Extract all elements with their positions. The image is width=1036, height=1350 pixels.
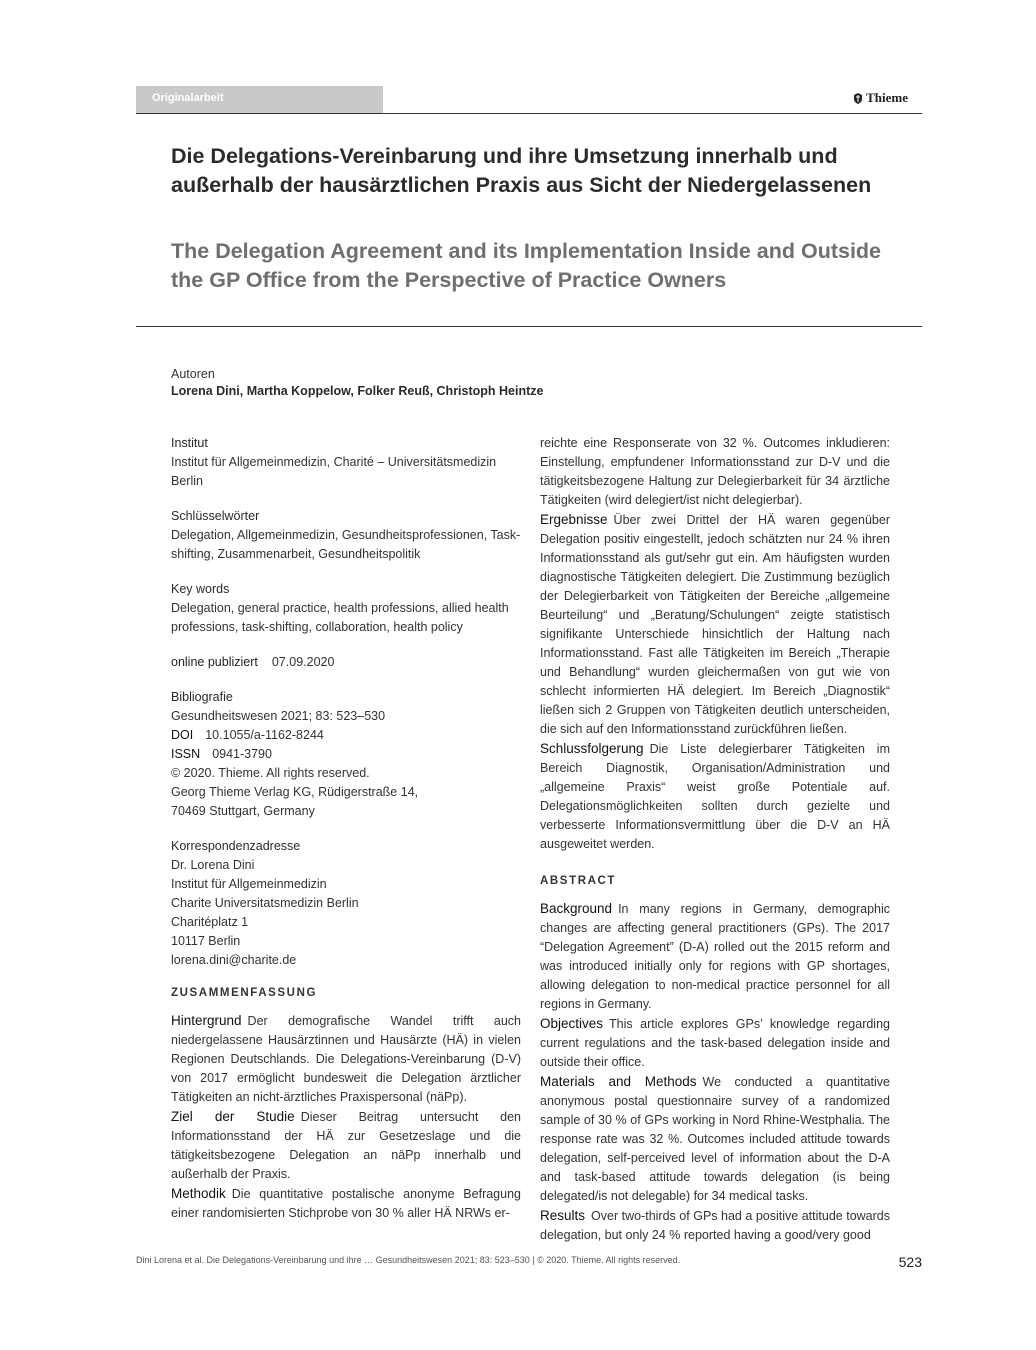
materials-heading: Materials and Methods [540,1074,697,1089]
online-published [171,653,521,672]
correspondence-block [171,837,521,970]
zusammenfassung-heading: ZUSAMMENFASSUNG [171,987,318,999]
schluss-text: Die Liste delegierbarer Tätigkeiten im Bereich Diagnostik, Organisation/Administration und „allgemeine Praxis“ weist große Potentiale auf. Delegationsmöglichkeiten sollten durch gezielte und verbesserte Informationsvermittlung über die D-V an HÄ ausgeweitet werden. [540,742,890,851]
keywords-text: Delegation, general practice, health professions, allied health professions, task-shifting, collaboration, health policy [171,601,509,634]
corr-name: Dr. Lorena Dini [171,858,255,872]
schluss-heading: Schlussfolgerung [540,741,644,756]
institut-label: Institut [171,436,208,450]
ergebnisse-heading: Ergebnisse [540,512,608,527]
corr-street: Charitéplatz 1 [171,915,249,929]
background-paragraph [540,899,890,1014]
footer-citation: Dini Lorena et al. Die Delegations-Vereinbarung und ihre … Gesundheitswesen 2021; 83: 523–530 | © 2020. Thieme. All rights reserved. [136,1255,681,1265]
title-german: Die Delegations-Vereinbarung und ihre Umsetzung innerhalb und außerhalb der hausärztlichen Praxis aus Sicht der Niedergelassenen [171,144,872,197]
hintergrund-text: Der demografische Wandel trifft auch niedergelassene Hausärztinnen und Hausärzte (HÄ) in vielen Regionen Deutschlands. Die Delegations-Vereinbarung (D-V) von 2017 ermöglicht bundesweit die Delegation ärztlicher Tätigkeiten an nicht-ärztliches Praxispersonal (näPp). [171,1014,521,1104]
doi-label: DOI [171,728,194,742]
title-english: The Delegation Agreement and its Implementation Inside and Outside the GP Office from the Perspective of Practice Owners [171,239,882,292]
objectives-text: This article explores GPs’ knowledge regarding current regulations and the task-based delegation inside and outside their office. [540,1017,890,1069]
hintergrund-heading: Hintergrund [171,1013,242,1028]
right-column [540,434,890,1245]
ziel-paragraph [171,1107,521,1184]
authors-label: Autoren [171,367,215,381]
bibliografie-block [171,688,521,821]
publisher-name: Thieme [866,90,908,105]
materials-text: We conducted a quantitative anonymous postal questionnaire survey of a randomized sample of 30 % of GPs working in Nord Rhine-Westphalia. The response rate was 32 %. Outcomes included attitude towards delegation, self-perceived level of information about the D-A and task-based attitude towards delegation (is being delegated/is not delegable) for 34 medical tasks. [540,1075,891,1203]
online-date: 07.09.2020 [271,655,335,669]
issn-value: 0941-3790 [212,747,272,761]
publisher-address-2: 70469 Stuttgart, Germany [171,804,315,818]
page-number: 523 [898,1254,922,1270]
corr-university: Charite Universitatsmedizin Berlin [171,896,359,910]
title-rule [136,326,922,327]
thieme-emblem-icon [853,93,863,104]
results-paragraph [540,1206,890,1245]
background-heading: Background [540,901,613,916]
background-text: In many regions in Germany, demographic changes are affecting general practitioners (GPs). The 2017 “Delegation Agreement” (D-A) rolled out the 2015 reform and was introduced initially only for regions with GP shortages, allowing delegation to non-medical practice personnel for all regions in Germany. [540,902,890,1011]
methodik-text: Die quantitative postalische anonyme Befragung einer randomisierten Stichprobe von 30 % aller HÄ NRWs er- [171,1187,521,1220]
results-heading: Results [540,1208,586,1223]
corr-email-link[interactable]: lorena.dini@charite.de [171,953,297,967]
section-tab-label: Originalarbeit [152,92,224,104]
methodik-paragraph [171,1184,521,1223]
doi-value[interactable]: 10.1055/a-1162-8244 [205,728,324,742]
header-rule [136,113,922,114]
schlusselworter-label: Schlüsselwörter [171,509,260,523]
objectives-paragraph [540,1014,890,1072]
left-column [171,434,521,1223]
objectives-heading: Objectives [540,1016,604,1031]
ziel-heading: Ziel der Studie [171,1109,295,1124]
bibliografie-label: Bibliografie [171,690,233,704]
ziel-text: Dieser Beitrag untersucht den Informationsstand der HÄ zur Gesetzeslage und die tätigkeitsbezogene Delegation an näPp innerhalb und außerhalb der Praxis. [171,1110,522,1181]
online-label: online publiziert [171,655,258,669]
corr-institute: Institut für Allgemeinmedizin [171,877,327,891]
issn-line [171,745,521,764]
schlusselworter-block [171,507,521,564]
keywords-block [171,580,521,637]
doi-line [171,726,521,745]
journal-citation: Gesundheitswesen 2021; 83: 523–530 [171,709,386,723]
institut-block [171,434,521,491]
schluss-paragraph [540,739,890,854]
methodik-heading: Methodik [171,1186,226,1201]
materials-paragraph [540,1072,890,1206]
publisher-address-1: Georg Thieme Verlag KG, Rüdigerstraße 14, [171,785,419,799]
ergebnisse-text: Über zwei Drittel der HÄ waren gegenüber Delegation positiv eingestellt, jedoch schätzten nur 24 % ihren Informationsstand als gut/sehr gut ein. Am häufigsten wurden diagnostische Tätigkeiten delegiert. Die Zustimmung bezüglich der Delegierbarkeit von Tätigkeiten der Bereiche „allgemeine Beurteilung“ und „Beratung/Schulungen“ zeigte statistisch signifikante Unterschiede hinsichtlich der Haltung nach Informationsstand. Fast alle Tätigkeiten im Bereich „Therapie und Behandlung“ wurden gleichermaßen von gut wie von schlecht informierten HÄ delegiert. Im Bereich „Diagnostik“ ließen sich 2 Gruppen von Tätigkeiten deutlich unterscheiden, die sich auf den Informationsstand zurückführen ließen. [540,513,890,736]
methodik-continued: reichte eine Responserate von 32 %. Outcomes inkludieren: Einstellung, empfundener Informationsstand zur D-V und die tätigkeitsbezogene Haltung zur Delegierbarkeit für 34 ärztliche Tätigkeiten (wird delegiert/ist nicht delegierbar). [540,436,890,507]
section-tab [136,86,383,113]
publisher-logo [853,90,908,106]
ergebnisse-paragraph [540,510,890,739]
issn-label: ISSN [171,747,201,761]
institut-text: Institut für Allgemeinmedizin, Charité – Universitätsmedizin Berlin [171,455,497,488]
hintergrund-paragraph [171,1011,521,1107]
abstract-heading: ABSTRACT [540,875,617,887]
correspondence-label: Korrespondenzadresse [171,839,301,853]
schlusselworter-text: Delegation, Allgemeinmedizin, Gesundheitsprofessionen, Task-shifting, Zusammenarbeit, Gesundheitspolitik [171,528,521,561]
copyright-line: © 2020. Thieme. All rights reserved. [171,766,370,780]
authors-list: Lorena Dini, Martha Koppelow, Folker Reuß, Christoph Heintze [171,384,544,398]
keywords-label: Key words [171,582,230,596]
results-text: Over two-thirds of GPs had a positive attitude towards delegation, but only 24 % reported having a good/very good [540,1209,890,1242]
corr-city: 10117 Berlin [171,934,241,948]
